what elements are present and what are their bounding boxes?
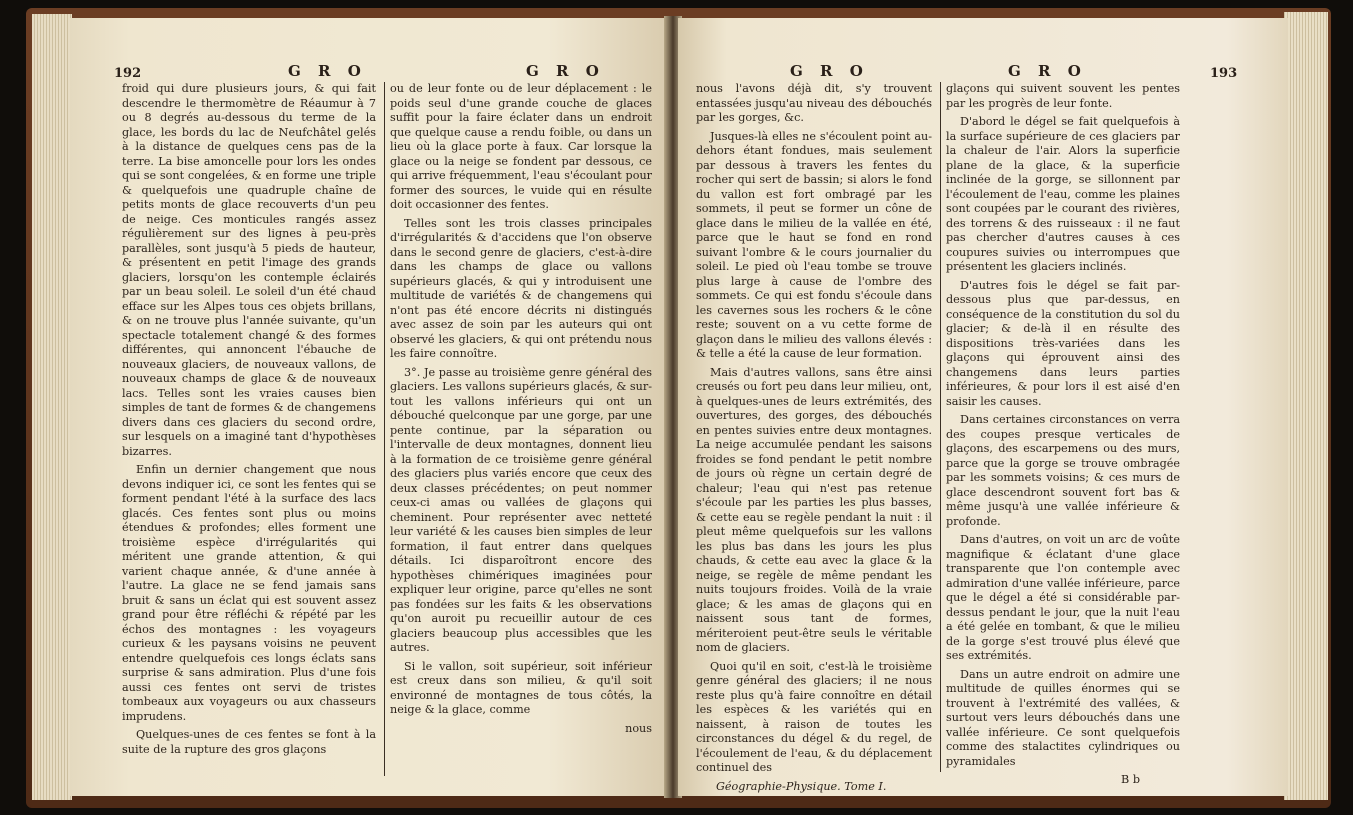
running-head-left-col2: G R O (526, 62, 605, 80)
left-page (70, 18, 668, 796)
left-page-edges (32, 14, 72, 800)
paragraph: Jusques-là elles ne s'écoulent point au-dehors étant fondues, mais seulement par dessous à travers les fentes du rocher qui sert de bassin; si alors le fond du vallon est fort ombragé par les sommets, il peut se former un cône de glace dans le milieu de la vallée en été, parce que le haut se fond en rond suivant l'ombre & le cours journalier du soleil. Le pied où l'eau tombe se trouve plus large à cause de l'ombre des sommets. Ce qui est fondu s'écoule dans les cavernes sous les rochers & le cône reste; souvent on a vu cette forme de glaçon dans le milieu des vallons élevés : & telle a été la cause de leur formation. (696, 129, 932, 360)
paragraph: Dans un autre endroit on admire une multitude de quilles énormes qui se trouvent à l'extrémité des vallées, & surtout vers leurs débouchés dans une vallée inférieure. Ce sont quelquefois comme des stalactites cylindriques ou pyramidales (946, 667, 1180, 768)
page-number-left: 192 (114, 66, 142, 81)
paragraph: ou de leur fonte ou de leur déplacement : le poids seul d'une grande couche de glaces suffit pour la faire éclater dans un endroit que quelque cause a rendu foible, ou dans un lieu où la glace porte à faux. Car lorsque la glace ou la neige se fondent par dessous, ce qui arrive fréquemment, l'eau s'écoulant pour former des sources, le vuide qui en résulte doit occasionner des fentes. (390, 82, 652, 211)
running-head-right-col2: G R O (1008, 62, 1087, 80)
text-column-left-1 (122, 82, 376, 761)
running-head-left-col1: G R O (288, 62, 367, 80)
paragraph: Quelques-unes de ces fentes se font à la suite de la rupture des gros glaçons (122, 728, 376, 756)
running-head-right-col1: G R O (790, 62, 869, 80)
signature-mark: B b (1121, 773, 1140, 786)
paragraph: Si le vallon, soit supérieur, soit inférieur est creux dans son milieu, & qu'il soit environné de montagnes de tous côtés, la neige & la glace, comme (390, 659, 652, 716)
right-page (678, 18, 1288, 796)
column-rule (384, 82, 385, 776)
paragraph: D'abord le dégel se fait quelquefois à la surface supérieure de ces glaciers par la chaleur de l'air. Alors la superficie plane de la glace, & la superficie inclinée de la gorge, se sillonnent par l'écoulement de l'eau, comme les plaines sont coupées par le courant des rivières, des torrens & des ruisseaux : il ne faut pas chercher d'autres causes à ces coupures suivies ou interrompues que présentent les glaciers inclinés. (946, 115, 1180, 273)
paragraph: Dans certaines circonstances on verra des coupes presque verticales de glaçons, des escarpemens ou des murs, parce que la gorge se trouve ombragée par les sommets voisins; & ces murs de glace descendront souvent fort bas & même jusqu'à une vallée inférieure & profonde. (946, 413, 1180, 528)
paragraph: 3°. Je passe au troisième genre général des glaciers. Les vallons supérieurs glacés, & sur-tout les vallons inférieurs qui ont un débouché quelconque par une gorge, par une pente continue, par la séparation ou l'intervalle de deux montagnes, donnent lieu à la formation de ce troisième genre général des glaciers plus variés encore que ceux des deux classes précédentes; on peut nommer ceux-ci amas ou vallées de glaçons qui cheminent. Pour représenter avec netteté leur variété & les causes bien simples de leur formation, il faut entrer dans quelques détails. Ici disparoîtront encore des hypothèses chimériques imaginées pour expliquer leur origine, parce qu'elles ne sont pas fondées sur les faits & les observations qu'on auroit pu recueillir autour de ces glaciers beaucoup plus accessibles que les autres. (390, 365, 652, 654)
paragraph: froid qui dure plusieurs jours, & qui fait descendre le thermomètre de Réaumur à 7 ou 8 degrés au-dessous du terme de la glace, les bords du lac de Neufchâtel gelés à la distance de quelques cens pas de la terre. La bise amoncelle pour lors les ondes qui se sont congelées, & en forme une triple & quelquefois une quadruple chaîne de petits monts de glace recouverts d'un peu de neige. Ces monticules rangés assez régulièrement sur des lignes à peu-près parallèles, sont jusqu'à 5 pieds de hauteur, & présentent en petit l'image des grands glaciers, lorsqu'on les contemple éclairés par un beau soleil. Le soleil d'un été chaud efface sur les Alpes tous ces objets brillans, & on ne trouve plus l'année suivante, qu'un spectacle totalement changé & des formes différentes, qui annoncent l'ébauche de nouveaux glaciers, de nouveaux vallons, de nouveaux champs de glace & de nouveaux lacs. Telles sont les vraies causes bien simples de tant de formes & de changemens divers dans ces glaciers du second ordre, sur lesquels on a imaginé tant d'hypothèses bizarres. (122, 82, 376, 458)
paragraph: Telles sont les trois classes principales d'irrégularités & d'accidens que l'on observe dans le second genre de glaciers, c'est-à-dire dans les champs de glace ou vallons supérieurs glacés, & qui y introduisent une multitude de variétés & de changemens qui n'ont pas été encore décrits ni distingués avec assez de soin par les auteurs qui ont observé les glaciers, & qui ont prétendu nous les faire connoître. (390, 216, 652, 360)
paragraph: Mais d'autres vallons, sans être ainsi creusés ou fort peu dans leur milieu, ont, à quelques-unes de leurs extrémités, des ouvertures, des gorges, des débouchés en pentes suivies entre deux montagnes. La neige accumulée pendant les saisons froides se fond pendant le petit nombre de jours où règne un certain degré de chaleur; l'eau qui n'est pas retenue s'écoule par les parties les plus basses, & cette eau se regèle pendant la nuit : il pleut même quelquefois sur les vallons les plus bas dans les jours les plus chauds, & cette eau avec la glace & la neige, se regèle de même pendant les nuits toujours froides. Voilà de la vraie glace; & les amas de glaçons qui en naissent sous tant de formes, mériteroient peut-être seuls le véritable nom de glaciers. (696, 365, 932, 654)
paragraph: Dans d'autres, on voit un arc de voûte magnifique & éclatant d'une glace transparente que l'on contemple avec admiration d'une vallée inférieure, parce que le dégel a été si considérable par-dessus pendant le jour, que la nuit l'eau a été gelée en tombant, & que le milieu de la gorge s'est trouvé plus élevé que ses extrémités. (946, 533, 1180, 662)
paragraph: glaçons qui suivent souvent les pentes par les progrès de leur fonte. (946, 82, 1180, 110)
paragraph: nous l'avons déjà dit, s'y trouvent entassées jusqu'au niveau des débouchés par les gorges, &c. (696, 82, 932, 124)
page-number-right: 193 (1210, 66, 1238, 81)
paragraph: D'autres fois le dégel se fait par-dessous plus que par-dessus, en conséquence de la constitution du sol du glacier; & de-là il en résulte des dispositions très-variées dans les glaçons qui éprouvent ainsi des changemens dans leurs parties inférieures, & pour lors il est aisé d'en saisir les causes. (946, 278, 1180, 408)
column-rule (940, 82, 941, 772)
catchword: nous (625, 721, 652, 735)
text-column-left-2 (390, 82, 652, 740)
text-column-right-1 (696, 82, 932, 796)
footer-title: Géographie-Physique. Tome I. (716, 779, 887, 793)
right-page-edges (1284, 12, 1328, 800)
paragraph: Enfin un dernier changement que nous devons indiquer ici, ce sont les fentes qui se forment pendant l'été à la surface des lacs glacés. Ces fentes sont plus ou moins étendues & profondes; elles forment une troisième espèce d'irrégularités qui méritent une grande attention, & qui varient chaque année, & d'une année à l'autre. La glace ne se fend jamais sans bruit & sans un éclat qui est souvent assez grand pour être réfléchi & répété par les échos des montagnes : les voyageurs curieux & les paysans voisins ne peuvent entendre quelquefois ces longs éclats sans surprise & sans admiration. Plus d'une fois aussi ces fentes ont servi de tristes tombeaux aux voyageurs ou aux chasseurs imprudens. (122, 463, 376, 723)
text-column-right-2 (946, 82, 1180, 792)
paragraph: Quoi qu'il en soit, c'est-là le troisième genre général des glaciers; il ne nous reste plus qu'à faire connoître en détail les espèces & les variétés qui en naissent, à raison de toutes les circonstances du dégel & du regel, de l'écoulement de l'eau, & du déplacement continuel des (696, 659, 932, 774)
